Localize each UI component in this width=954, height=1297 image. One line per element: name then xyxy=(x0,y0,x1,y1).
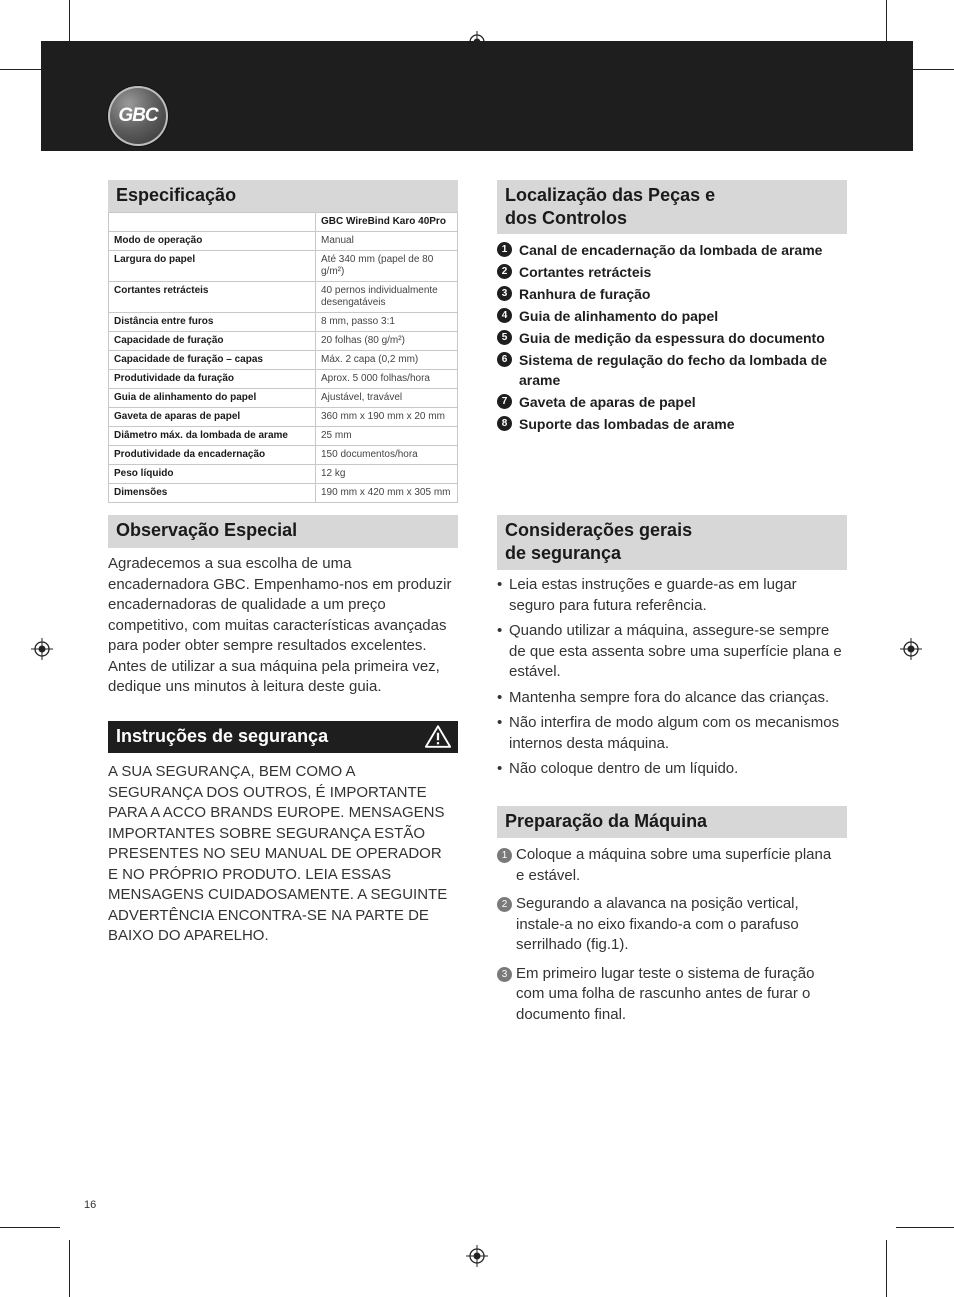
spec-value: 25 mm xyxy=(316,427,458,446)
part-label: Ranhura de furação xyxy=(519,286,651,302)
spec-value: Máx. 2 capa (0,2 mm) xyxy=(316,351,458,370)
table-row xyxy=(109,370,458,389)
list-item xyxy=(497,964,842,1026)
warning-icon xyxy=(424,724,452,749)
table-row xyxy=(109,446,458,465)
list-item: • Leia estas instruções e guarde-as em lugar seguro para futura referência. xyxy=(497,575,842,616)
spec-label: Modo de operação xyxy=(109,232,316,251)
spec-value: 40 pernos individualmente desengatáveis xyxy=(316,282,458,313)
preparation-title xyxy=(497,806,847,838)
spec-value: 150 documentos/hora xyxy=(316,446,458,465)
step-text: Em primeiro lugar teste o sistema de furação com uma folha de rascunho antes de furar o documento final. xyxy=(516,964,815,1023)
crop-mark xyxy=(896,1227,954,1228)
general-safety-title xyxy=(497,515,847,570)
parts-title xyxy=(497,180,847,234)
table-row xyxy=(109,427,458,446)
general-safety-list xyxy=(497,575,842,785)
spec-label: Diâmetro máx. da lombada de arame xyxy=(109,427,316,446)
parts-title-line1: Localização das Peças e xyxy=(505,185,716,205)
table-header-empty xyxy=(109,213,316,232)
parts-title-line2: dos Controlos xyxy=(505,208,627,228)
table-row xyxy=(109,251,458,282)
general-safety-title-line2: de segurança xyxy=(505,543,622,563)
part-label: Gaveta de aparas de papel xyxy=(519,394,696,410)
special-note-title-text: Observação Especial xyxy=(116,520,298,540)
list-item: • Mantenha sempre fora do alcance das crianças. xyxy=(497,688,842,709)
list-item: • Não interfira de modo algum com os mecanismos internos desta máquina. xyxy=(497,713,842,754)
spec-label: Gaveta de aparas de papel xyxy=(109,408,316,427)
gbc-logo xyxy=(108,86,168,146)
crop-mark xyxy=(69,1240,70,1297)
number-badge: 6 xyxy=(497,352,512,367)
table-row xyxy=(109,484,458,503)
list-item xyxy=(497,328,842,348)
step-text: Segurando a alavanca na posição vertical, instale-a no eixo fixando-a com o parafuso serrilhado (fig.1). xyxy=(516,895,799,953)
spec-value: Ajustável, travável xyxy=(316,389,458,408)
number-badge: 7 xyxy=(497,394,512,409)
safety-instructions-title-text: Instruções de segurança xyxy=(116,726,329,746)
list-item: • Não coloque dentro de um líquido. xyxy=(497,759,842,780)
list-item xyxy=(497,845,842,886)
table-row xyxy=(109,232,458,251)
registration-mark-icon xyxy=(31,638,53,660)
step-number-badge: 3 xyxy=(497,967,512,982)
preparation-steps xyxy=(497,845,842,1033)
list-item xyxy=(497,414,842,434)
crop-mark xyxy=(886,1240,887,1297)
table-row xyxy=(109,282,458,313)
table-row xyxy=(109,313,458,332)
special-note-title xyxy=(108,515,458,548)
spec-value: Manual xyxy=(316,232,458,251)
specification-title-text: Especificação xyxy=(116,185,237,205)
spec-value: 8 mm, passo 3:1 xyxy=(316,313,458,332)
number-badge: 2 xyxy=(497,264,512,279)
spec-value: Até 340 mm (papel de 80 g/m²) xyxy=(316,251,458,282)
preparation-title-text: Preparação da Máquina xyxy=(505,811,708,831)
spec-label: Distância entre furos xyxy=(109,313,316,332)
part-label: Guia de medição da espessura do documento xyxy=(519,330,825,346)
safety-instructions-title xyxy=(108,721,458,753)
spec-value: Aprox. 5 000 folhas/hora xyxy=(316,370,458,389)
list-item xyxy=(497,284,842,304)
model-header: GBC WireBind Karo 40Pro xyxy=(316,213,458,232)
general-safety-title-line1: Considerações gerais xyxy=(505,520,693,540)
spec-label: Cortantes retrácteis xyxy=(109,282,316,313)
spec-label: Dimensões xyxy=(109,484,316,503)
list-item xyxy=(497,306,842,326)
step-number-badge: 2 xyxy=(497,897,512,912)
safety-instructions-body: A SUA SEGURANÇA, BEM COMO A SEGURANÇA DOS OUTROS, É IMPORTANTE PARA A ACCO BRANDS EUROPE. MENSAGENS IMPORTANTES SOBRE SEGURANÇA ESTÃO PRESENTES NO SEU MANUAL DE OPERADOR E NO PRÓPRIO PRODUTO. LEIA ESSAS MENSAGENS CUIDADOSAMENTE. A SEGUINTE ADVERTÊNCIA ENCONTRA-SE NA PARTE DE BAIXO DO APARELHO. xyxy=(108,763,448,944)
table-row xyxy=(109,389,458,408)
specification-title xyxy=(108,180,458,212)
spec-label: Capacidade de furação xyxy=(109,332,316,351)
part-label: Suporte das lombadas de arame xyxy=(519,416,735,432)
part-label: Canal de encadernação da lombada de arame xyxy=(519,242,823,258)
spec-label: Guia de alinhamento do papel xyxy=(109,389,316,408)
table-row xyxy=(109,351,458,370)
registration-mark-icon xyxy=(466,1245,488,1267)
spec-label: Largura do papel xyxy=(109,251,316,282)
spec-value: 360 mm x 190 mm x 20 mm xyxy=(316,408,458,427)
number-badge: 1 xyxy=(497,242,512,257)
step-number-badge: 1 xyxy=(497,848,512,863)
table-row xyxy=(109,332,458,351)
number-badge: 5 xyxy=(497,330,512,345)
spec-value: 190 mm x 420 mm x 305 mm xyxy=(316,484,458,503)
list-item xyxy=(497,262,842,282)
number-badge: 3 xyxy=(497,286,512,301)
header-band xyxy=(41,41,913,151)
part-label: Guia de alinhamento do papel xyxy=(519,308,719,324)
crop-mark xyxy=(0,1227,60,1228)
logo-text: GBC xyxy=(118,105,158,126)
number-badge: 4 xyxy=(497,308,512,323)
list-item xyxy=(497,392,842,412)
parts-list xyxy=(497,240,842,436)
specification-table xyxy=(108,212,458,503)
spec-value: 12 kg xyxy=(316,465,458,484)
step-text: Coloque a máquina sobre uma superfície plana e estável. xyxy=(516,846,832,884)
table-row xyxy=(109,465,458,484)
list-item xyxy=(497,350,842,390)
spec-label: Produtividade da furação xyxy=(109,370,316,389)
spec-label: Capacidade de furação – capas xyxy=(109,351,316,370)
part-label: Cortantes retrácteis xyxy=(519,264,652,280)
spec-label: Produtividade da encadernação xyxy=(109,446,316,465)
special-note-body: Agradecemos a sua escolha de uma encadernadora GBC. Empenhamo-nos em produzir encadernadoras de qualidade a um preço competitivo, com muitas características avançadas para poder obter sempre resultados excelentes. Antes de utilizar a sua máquina pela primeira vez, dedique uns minutos à leitura deste guia. xyxy=(108,555,452,695)
list-item xyxy=(497,894,842,956)
table-header-row xyxy=(109,213,458,232)
part-label: Sistema de regulação do fecho da lombada de arame xyxy=(519,352,828,388)
table-row xyxy=(109,408,458,427)
spec-label: Peso líquido xyxy=(109,465,316,484)
list-item xyxy=(497,240,842,260)
number-badge: 8 xyxy=(497,416,512,431)
registration-mark-icon xyxy=(900,638,922,660)
spec-value: 20 folhas (80 g/m²) xyxy=(316,332,458,351)
page-number: 16 xyxy=(84,1199,97,1211)
list-item: • Quando utilizar a máquina, assegure-se sempre de que esta assenta sobre uma superfície plana e estável. xyxy=(497,621,842,683)
